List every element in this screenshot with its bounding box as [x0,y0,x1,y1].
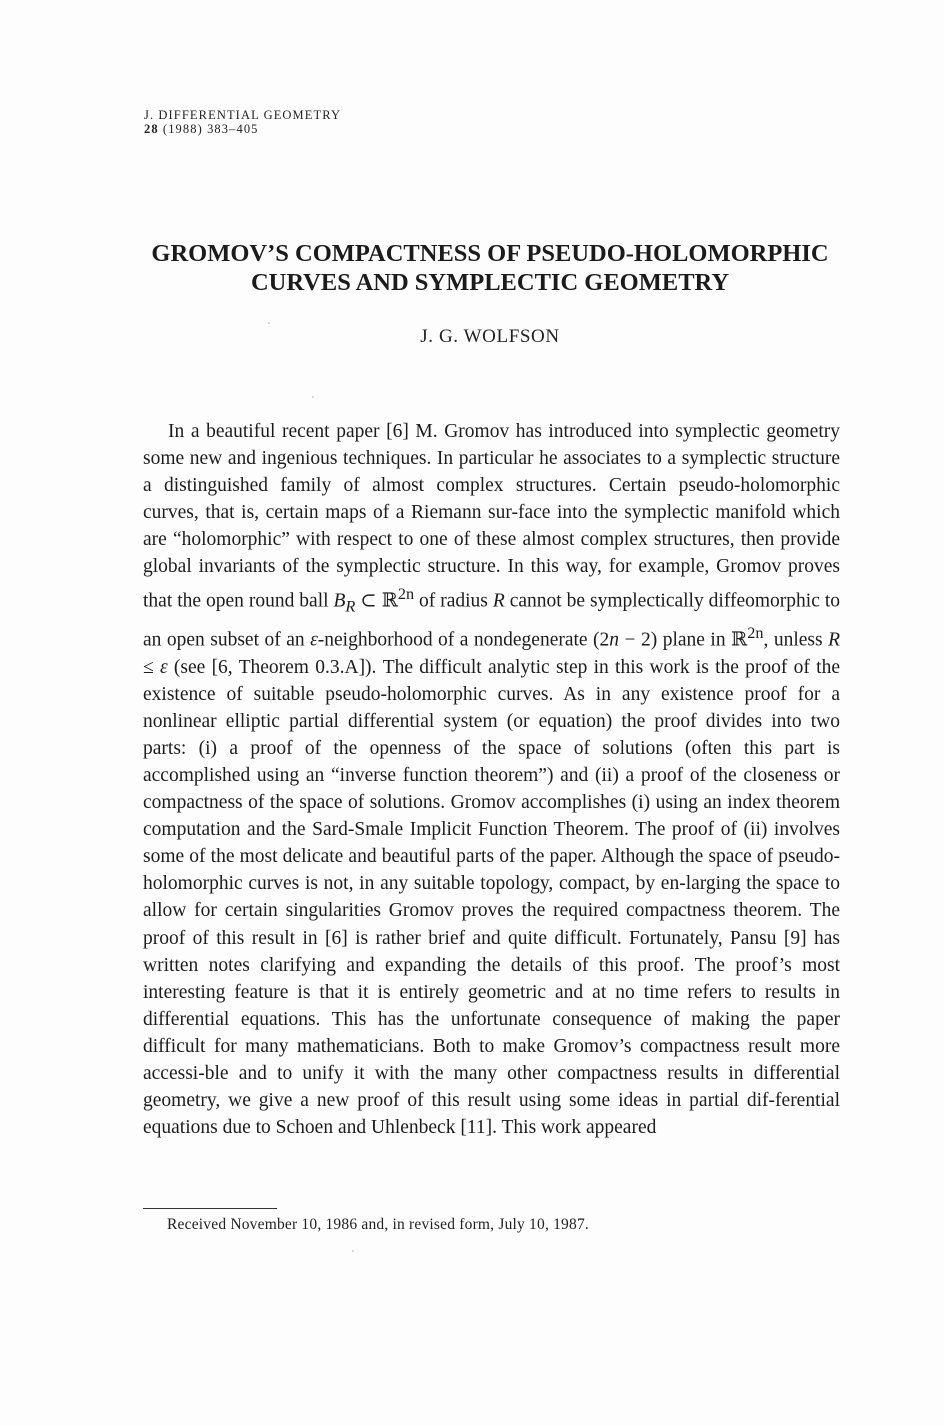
math-radius-symbol: R [492,590,505,612]
body-text-segment: (see [6, Theorem 0.3.A]). The difficult analytic step in this work is the proof of the existence of suitable pseudo-holomorphic curves. As in any existence proof for a nonlinear elliptic partial differential system (or equation) the proof divides into two parts: (i) a proof of the openness of the space of solutions (often this part is accomplished using an “inverse function theorem”) and (ii) a proof of the closeness or compactness of the space of solutions. Gromov accomplishes (i) using an index theorem computation and the Sard-Smale Implicit Function Theorem. The proof of (ii) involves some of the most delicate and beautiful parts of the paper. Although the space of pseudo-holomorphic curves is not, in any suitable topology, compact, by en-larging the space to allow for certain singularities Gromov proves the required compactness theorem. The proof of this result in [6] is rather brief and quite difficult. Fortunately, Pansu [9] has written notes clarifying and expanding the details of this proof. The proof’s most interesting feature is that it is entirely geometric and at no time refers to results in differential equations. This has the unfortunate consequence of making the paper difficult for many mathematicians. Both to make Gromov’s compactness result more accessi-ble and to unify it with the many other compactness results in differential geometry, we give a new proof of this result using some ideas in partial dif-ferential equations due to Schoen and Uhlenbeck [11]. This work appeared [143,656,840,1139]
body-paragraph [143,418,840,1141]
math-epsilon-symbol: ε [159,656,168,678]
footnote-divider [143,1208,277,1209]
math-n-symbol: n [609,629,620,651]
introduction-paragraph [143,418,840,1141]
journal-header [144,108,341,136]
body-text-segment: of radius [414,590,493,612]
math-reals-symbol: ℝ [731,629,748,651]
body-text-segment: , unless [763,629,829,651]
math-radius-symbol: R [828,629,841,651]
received-date-footnote: Received November 10, 1986 and, in revised form, July 10, 1987. [167,1216,589,1233]
math-dimension-superscript: 2n [397,584,415,603]
body-text-segment: In a beautiful recent paper [6] M. Gromov has introduced into symplectic geometry some new and ingenious techniques. In particular he associates to a symplectic structure a distinguished family of almost complex structures. Certain pseudo-holomorphic curves, that is, certain maps of a Riemann sur-face into the symplectic manifold which are “holomorphic” with respect to one of these almost complex structures, then provide global invariants of the symplectic structure. In this way, for example, Gromov proves that the open round ball [143,421,840,612]
math-reals-symbol: ℝ [381,590,398,612]
paper-title-line-2: CURVES AND SYMPLECTIC GEOMETRY [250,269,730,296]
body-text-segment: -neighborhood of a nondegenerate (2 [317,629,610,651]
math-dimension-superscript: 2n [747,624,764,643]
math-ball-subscript: R [345,596,356,615]
scan-speck [312,396,314,398]
math-epsilon-symbol: ε [310,629,318,651]
body-text-segment: − 2) plane in [619,629,732,651]
math-subset-symbol: ⊂ [355,590,382,612]
math-leq-symbol: ≤ [143,656,160,678]
journal-volume: 28 [144,122,159,136]
journal-name: J. DIFFERENTIAL GEOMETRY [144,108,342,122]
scan-speck [268,322,270,324]
journal-volume-line [144,122,341,136]
paper-author: J. G. WOLFSON [420,326,560,347]
journal-year-pages: (1988) 383–405 [158,122,259,136]
paper-title-line-1: GROMOV’S COMPACTNESS OF PSEUDO-HOLOMORPHIC [151,240,829,267]
scan-speck [352,1250,354,1252]
paper-title [130,239,850,297]
math-ball-symbol: B [333,590,346,612]
body-text-segment: cannot be symplectically diffeomorphic to an open subset of an [143,590,840,651]
